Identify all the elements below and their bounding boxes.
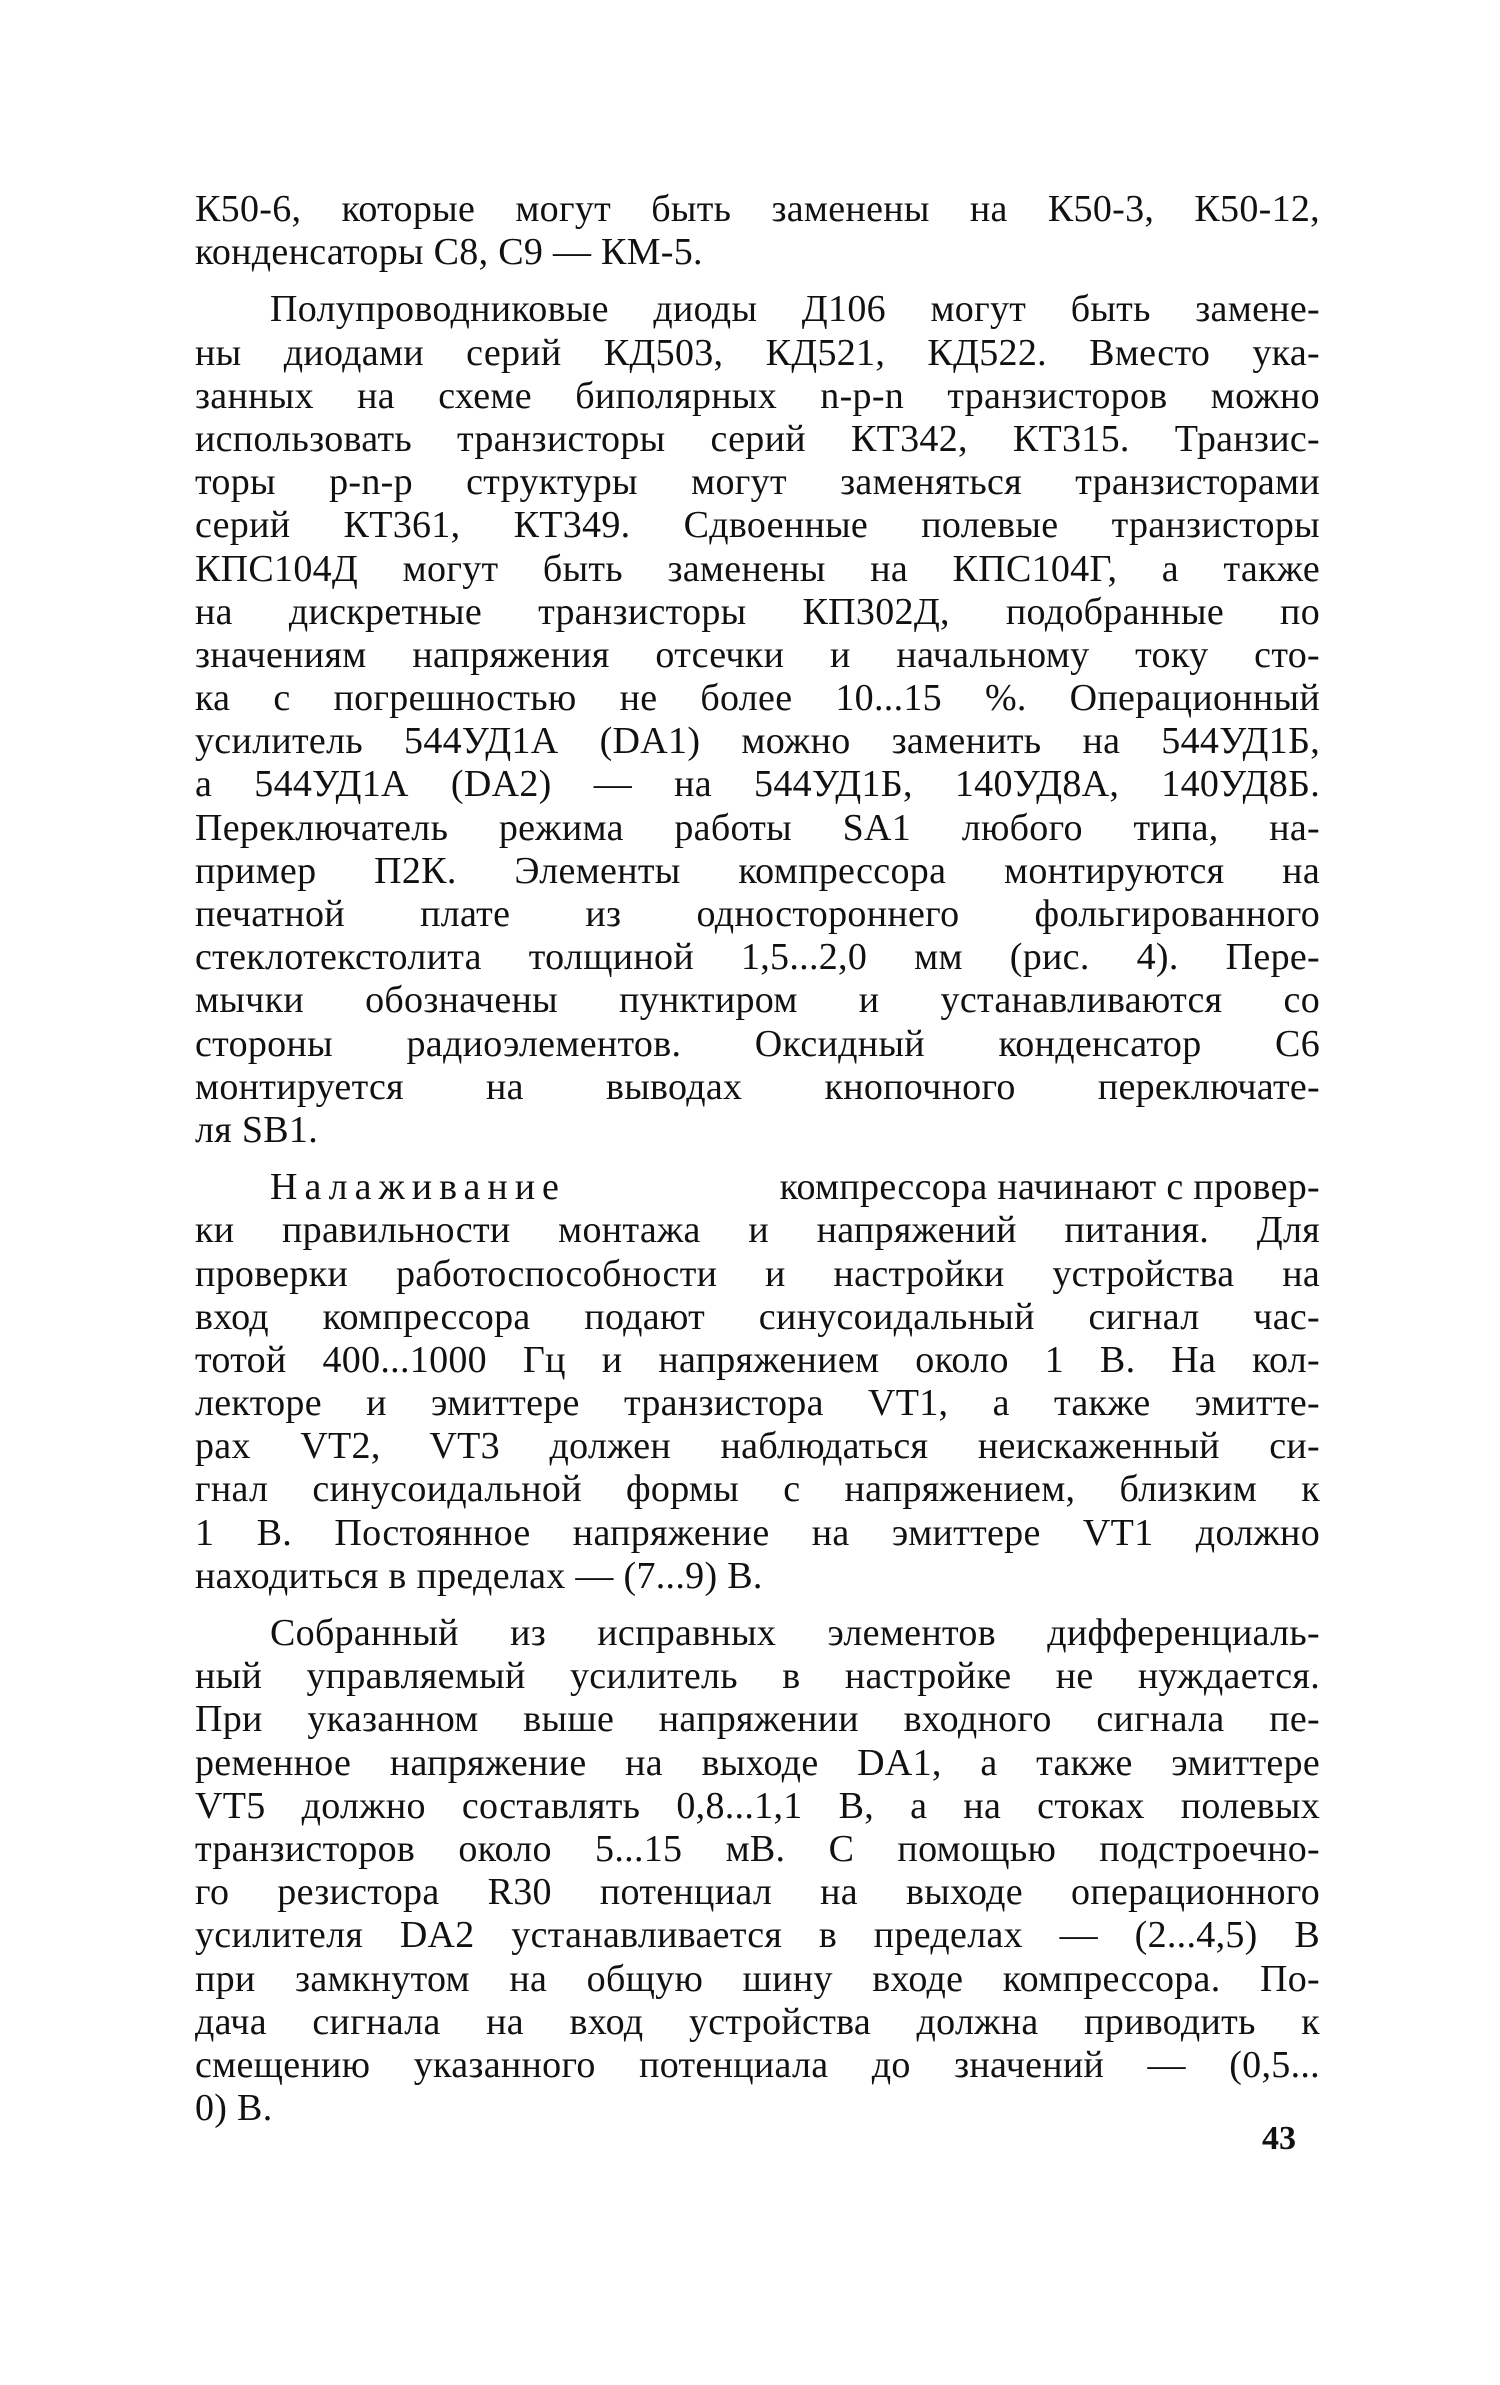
text-line: ный управляемый усилитель в настройке не нуждается. [195, 1655, 1320, 1698]
text-line: пример П2К. Элементы компрессора монтируются на [195, 849, 1320, 892]
text-line [195, 1166, 1320, 1209]
text-line: Полупроводниковые диоды Д106 могут быть замене- [270, 288, 1320, 331]
text-line: Собранный из исправных элементов дифференциаль- [270, 1612, 1320, 1654]
text-line: на дискретные транзисторы КП302Д, подобранные по [195, 590, 1320, 633]
text-line: 1 В. Постоянное напряжение на эмиттере VT1 должно [195, 1511, 1320, 1554]
text-line: печатной плате из одностороннего фольгированного [195, 893, 1320, 935]
text-line: ля SB1. [195, 1108, 319, 1151]
text-fragment: компрессора начинают с провер- [779, 1166, 1320, 1209]
text-line: рах VT2, VT3 должен наблюдаться неискаженный си- [195, 1425, 1320, 1468]
text-line: ки правильности монтажа и напряжений питания. Для [195, 1209, 1320, 1252]
text-line: стороны радиоэлементов. Оксидный конденсатор С6 [195, 1022, 1320, 1065]
text-line: а 544УД1А (DA2) — на 544УД1Б, 140УД8А, 140УД8Б. [195, 763, 1320, 806]
text-line: монтируется на выводах кнопочного переключате- [195, 1065, 1320, 1108]
text-line: при замкнутом на общую шину входе компрессора. По- [195, 1957, 1320, 2000]
text-line: При указанном выше напряжении входного сигнала пе- [195, 1698, 1320, 1741]
text-line: стеклотекстолита толщиной 1,5...2,0 мм (рис. 4). Пере- [195, 936, 1320, 979]
text-line: серий КТ361, КТ349. Сдвоенные полевые транзисторы [195, 504, 1320, 547]
paragraph-1 [195, 188, 1320, 274]
text-line: значениям напряжения отсечки и начальному току сто- [195, 633, 1320, 676]
text-line: конденсаторы С8, С9 — КМ-5. [195, 231, 703, 274]
text-line: гнал синусоидальной формы с напряжением, близким к [195, 1468, 1320, 1511]
text-line: занных на схеме биполярных n-p-n транзисторов можно [195, 374, 1320, 417]
text-line: находиться в пределах — (7...9) В. [195, 1554, 763, 1597]
text-line: дача сигнала на вход устройства должна приводить к [195, 2000, 1320, 2043]
text-line: мычки обозначены пунктиром и устанавливаются со [195, 979, 1320, 1022]
text-line: ны диодами серий КД503, КД521, КД522. Вместо ука- [195, 331, 1320, 374]
text-line: тотой 400...1000 Гц и напряжением около 1 В. На кол- [195, 1338, 1320, 1381]
text-line: ка с погрешностью не более 10...15 %. Операционный [195, 677, 1320, 720]
paragraph-3 [195, 1166, 1320, 1598]
text-line: вход компрессора подают синусоидальный сигнал час- [195, 1295, 1320, 1338]
text-line: ременное напряжение на выходе DA1, а также эмиттере [195, 1741, 1320, 1784]
lead-word: Налаживание [270, 1166, 566, 1209]
text-line: Переключатель режима работы SA1 любого типа, на- [195, 806, 1320, 849]
paragraph-4 [195, 1612, 1320, 2130]
body-text [195, 188, 1320, 2130]
text-line: VT5 должно составлять 0,8...1,1 В, а на стоках полевых [195, 1784, 1320, 1827]
text-line: усилитель 544УД1А (DA1) можно заменить на 544УД1Б, [195, 720, 1320, 763]
text-line: усилителя DA2 устанавливается в пределах — (2...4,5) В [195, 1914, 1320, 1957]
text-line: торы p-n-p структуры могут заменяться транзисторами [195, 461, 1320, 504]
paragraph-2 [195, 288, 1320, 1152]
page-number: 43 [1262, 2120, 1296, 2157]
text-line: транзисторов около 5...15 мВ. С помощью подстроечно- [195, 1827, 1320, 1870]
text-line: го резистора R30 потенциал на выходе операционного [195, 1871, 1320, 1914]
text-line: К50-6, которые могут быть заменены на К50-3, К50-12, [195, 188, 1320, 230]
text-line: 0) В. [195, 2087, 273, 2130]
text-line: использовать транзисторы серий КТ342, КТ315. Транзис- [195, 417, 1320, 460]
text-line: проверки работоспособности и настройки устройства на [195, 1252, 1320, 1295]
text-line: смещению указанного потенциала до значений — (0,5... [195, 2043, 1320, 2086]
text-line: КПС104Д могут быть заменены на КПС104Г, а также [195, 547, 1320, 590]
text-line: лекторе и эмиттере транзистора VT1, а также эмитте- [195, 1382, 1320, 1425]
